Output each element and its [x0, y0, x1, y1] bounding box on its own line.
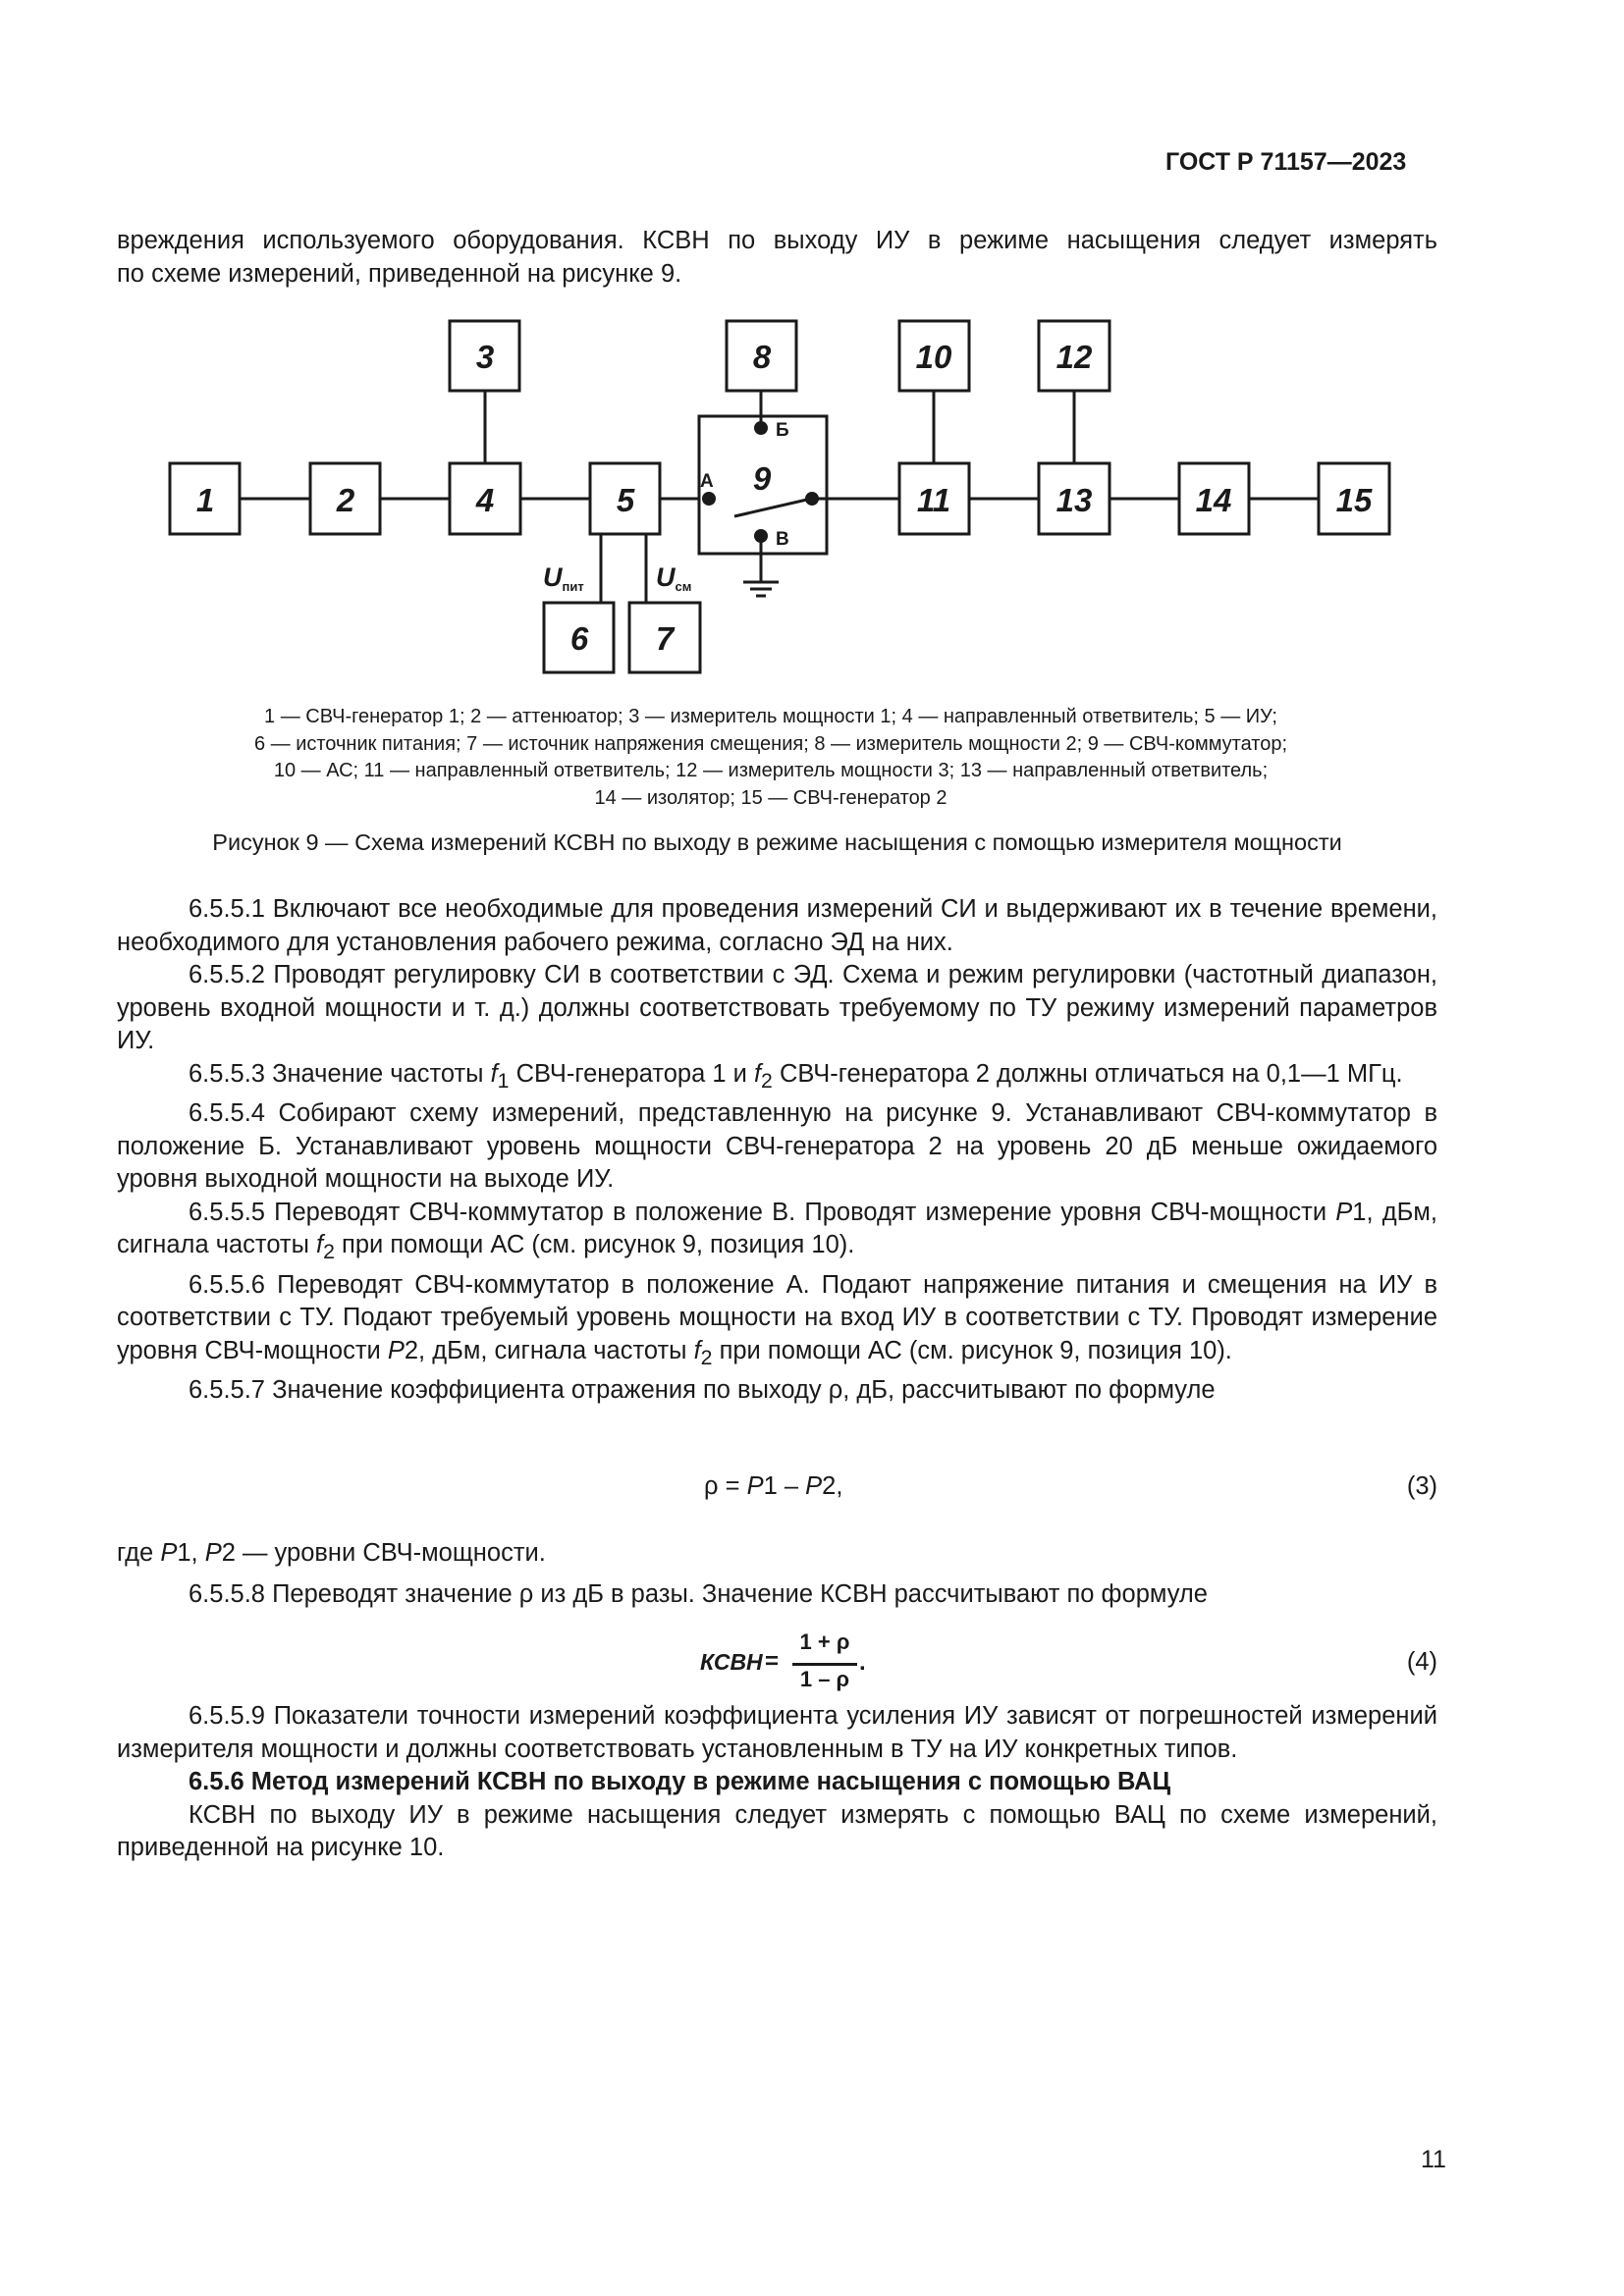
formula-4-dot: . [859, 1649, 866, 1676]
formula-4-denominator: 1 – ρ [799, 1667, 850, 1691]
document-code: ГОСТ Р 71157—2023 [1165, 148, 1407, 176]
bias-voltage-label: Uсм [656, 562, 692, 594]
body-text-2 [117, 1537, 1437, 1611]
formula-4-numerator: 1 + ρ [799, 1629, 850, 1654]
paragraph-6-5-5-4: 6.5.5.4 Собирают схему измерений, представленную на рисунке 9. Устанавливают СВЧ-коммутатор в положение Б. Устанавливают уровень мощности СВЧ-генератора 2 на уровень 20 дБ меньше ожидаемого уровня выходной мощности на выходе ИУ. [117, 1099, 1437, 1194]
paragraph-6-5-5-9: 6.5.5.9 Показатели точности измерений коэффициента усиления ИУ зависят от погрешностей измерений измерителя мощности и должны соответствовать установленным в ТУ на ИУ конкретных типов. [117, 1702, 1437, 1763]
block-1-label: 1 [195, 482, 215, 518]
intro-line-2: по схеме измерений, приведенной на рисунке 9. [117, 259, 682, 288]
block-13-label: 13 [1056, 482, 1093, 518]
page-number: 11 [1421, 2146, 1446, 2173]
block-3-label: 3 [475, 339, 495, 375]
block-10-label: 10 [915, 339, 952, 375]
body-text-3 [117, 1700, 1437, 1865]
formula-4 [700, 1629, 896, 1698]
formula-4-number: (4) [1406, 1648, 1437, 1676]
paragraph-6-5-5-8: 6.5.5.8 Переводят значение ρ из дБ в разы. Значение КСВН рассчитывают по формуле [189, 1579, 1208, 1608]
switch-common-point [805, 492, 819, 506]
formula-3-number: (3) [1406, 1472, 1437, 1500]
block-9-label: 9 [752, 460, 772, 497]
switch-point-a [702, 492, 716, 506]
figure-legend [167, 704, 1375, 812]
paragraph-6-5-5-5: 6.5.5.5 Переводят СВЧ-коммутатор в положение В. Проводят измерение уровня СВЧ-мощности P1, дБм, сигнала частоты $f_2$ при помощи АС (см. рисунок 9, позиция 10). [117, 1198, 1437, 1264]
paragraph-6-5-5-1: 6.5.5.1 Включают все необходимые для проведения измерений СИ и выдерживают их в течение времени, необходимого для установления рабочего режима, согласно ЭД на них. [117, 895, 1437, 956]
legend-line-1: 1 — СВЧ-генератор 1; 2 — аттенюатор; 3 — измеритель мощности 1; 4 — направленный ответвитель; 5 — ИУ; [264, 706, 1277, 727]
block-6-label: 6 [569, 620, 589, 657]
formula-3: ρ = P1 – P2, [704, 1472, 843, 1500]
section-heading-6-5-6: 6.5.6 Метод измерений КСВН по выходу в режиме насыщения с помощью ВАЦ [189, 1768, 1171, 1795]
switch-arm [734, 499, 811, 516]
block-8-label: 8 [752, 339, 772, 375]
figure-caption: Рисунок 9 — Схема измерений КСВН по выходу в режиме насыщения с помощью измерителя мощности [212, 829, 1342, 855]
paragraph-6-5-5-6: 6.5.5.6 Переводят СВЧ-коммутатор в положение А. Подают напряжение питания и смещения на ИУ в соответствии с ТУ. Подают требуемый уровень мощности на вход ИУ в соответствии с ТУ. Проводят измерение уровня СВЧ-мощности P2, дБм, сигнала частоты $f_2$ при помощи АС (см. рисунок 9, позиция 10). [117, 1270, 1437, 1369]
legend-line-2: 6 — источник питания; 7 — источник напряжения смещения; 8 — измеритель мощности 2; 9 — СВЧ-коммутатор; [253, 732, 1288, 755]
measurement-diagram [0, 0, 1624, 707]
paragraph-6-5-5-3: 6.5.5.3 Значение частоты $f_1$ СВЧ-генератора 1 и $f_2$ СВЧ-генератора 2 должны отличаться на 0,1—1 МГц. [189, 1059, 1403, 1093]
paragraph-6-5-5-2: 6.5.5.2 Проводят регулировку СИ в соответствии с ЭД. Схема и режим регулировки (частотный диапазон, уровень входной мощности и т. д.) должны соответствовать требуемому по ТУ режиму измерений параметров ИУ. [117, 961, 1437, 1054]
formula-4-lhs: КСВН [700, 1649, 763, 1675]
switch-point-v [754, 529, 768, 543]
switch-label-b: Б [776, 420, 789, 441]
block-2-label: 2 [336, 482, 355, 518]
block-12-label: 12 [1056, 339, 1093, 375]
supply-voltage-label: Uпит [543, 562, 584, 594]
block-14-label: 14 [1195, 482, 1232, 518]
formula-4-equals: = [765, 1648, 780, 1675]
block-15-label: 15 [1335, 482, 1373, 518]
block-7-label: 7 [655, 620, 675, 657]
legend-line-4: 14 — изолятор; 15 — СВЧ-генератор 2 [594, 786, 947, 809]
paragraph-6-5-5-7: 6.5.5.7 Значение коэффициента отражения по выходу ρ, дБ, рассчитывают по формуле [189, 1376, 1216, 1405]
intro-line-1: вреждения используемого оборудования. КСВН по выходу ИУ в режиме насыщения следует измерять [117, 227, 1437, 254]
body-text-1 [117, 893, 1437, 1408]
block-5-label: 5 [616, 482, 635, 518]
block-11-label: 11 [916, 482, 951, 518]
switch-label-a: А [700, 471, 714, 492]
block-4-label: 4 [475, 482, 495, 518]
switch-label-v: В [776, 529, 789, 550]
legend-line-3: 10 — АС; 11 — направленный ответвитель; 12 — измеритель мощности 3; 13 — направленный ответвитель; [273, 760, 1269, 781]
switch-point-b [754, 421, 768, 435]
paragraph-6-5-6: КСВН по выходу ИУ в режиме насыщения следует измерять с помощью ВАЦ по схеме измерений, приведенной на рисунке 10. [117, 1800, 1437, 1861]
formula-4-fraction-bar [792, 1663, 857, 1666]
where-line: где P1, P2 — уровни СВЧ-мощности. [117, 1539, 546, 1567]
